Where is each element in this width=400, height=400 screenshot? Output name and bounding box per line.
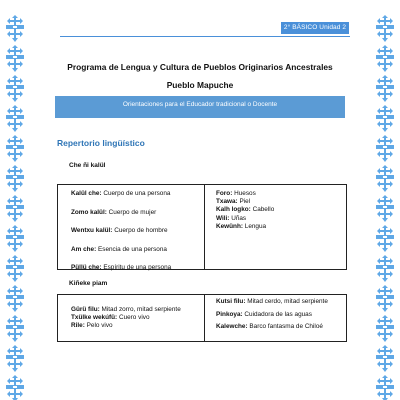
mapuche-pattern-icon <box>374 374 396 400</box>
vocabulary-column-left <box>58 185 204 269</box>
mapuche-pattern-icon <box>4 134 26 164</box>
vocabulary-entry: Pinkoya: Cuidadora de las aguas <box>216 310 312 318</box>
vocabulary-entry: Zomo kalül: Cuerpo de mujer <box>71 208 157 216</box>
vocabulary-entry: Gürü filu: Mitad zorro, mitad serpiente <box>71 306 181 313</box>
mapuche-pattern-icon <box>4 104 26 134</box>
mapuche-pattern-icon <box>374 164 396 194</box>
vocabulary-entry: Kalh logko: Cabello <box>216 206 275 214</box>
mapuche-pattern-icon <box>374 104 396 134</box>
mapuche-pattern-icon <box>374 284 396 314</box>
mapuche-pattern-icon <box>4 344 26 374</box>
vocabulary-table-body <box>57 184 347 270</box>
header-divider <box>60 36 350 37</box>
vocabulary-entry: Rile: Pelo vivo <box>71 322 113 329</box>
group-heading-stories: Kiñeke piam <box>69 280 108 287</box>
vocabulary-entry: Kalewche: Barco fantasma de Chiloé <box>216 323 323 330</box>
mapuche-pattern-icon <box>374 134 396 164</box>
mapuche-pattern-icon <box>374 344 396 374</box>
mapuche-pattern-icon <box>4 164 26 194</box>
vocabulary-entry: Püllü che: Espíritu de una persona <box>71 264 172 271</box>
mapuche-pattern-icon <box>374 224 396 254</box>
vocabulary-entry: Foro: Huesos <box>216 190 256 197</box>
vocabulary-entry: Am che: Esencia de una persona <box>71 245 167 253</box>
vocabulary-column-right <box>204 185 346 269</box>
vocabulary-entry: Txülke wekúfü: Cuero vivo <box>71 314 150 321</box>
mapuche-pattern-icon <box>374 194 396 224</box>
orientation-banner: Orientaciones para el Educador tradicional o Docente <box>55 96 345 118</box>
vocabulary-entry: Txawa: Piel <box>216 198 251 206</box>
mapuche-pattern-icon <box>374 14 396 44</box>
mapuche-pattern-icon <box>4 374 26 400</box>
vocabulary-entry: Wili: Uñas <box>216 214 247 222</box>
mapuche-pattern-icon <box>4 14 26 44</box>
vocabulary-table-stories <box>57 294 347 342</box>
mapuche-pattern-icon <box>4 194 26 224</box>
page-subtitle: Pueblo Mapuche <box>166 80 234 90</box>
vocabulary-entry: Kalül che: Cuerpo de una persona <box>71 190 171 197</box>
mapuche-pattern-icon <box>4 284 26 314</box>
section-title: Repertorio lingüístico <box>57 138 145 148</box>
mapuche-pattern-icon <box>374 254 396 284</box>
vocabulary-entry: Wentxu kalül: Cuerpo de hombre <box>71 227 168 234</box>
mapuche-pattern-icon <box>4 224 26 254</box>
vocabulary-entry: Kewünh: Lengua <box>216 222 267 230</box>
group-heading-body: Che ñi kalül <box>69 162 106 169</box>
vocabulary-entry: Kutsi filu: Mitad cerdo, mitad serpiente <box>216 298 328 305</box>
grade-badge: 2° BÁSICO Unidad 2 <box>281 22 349 34</box>
vocabulary-column-right <box>204 295 346 341</box>
mapuche-pattern-icon <box>374 314 396 344</box>
mapuche-pattern-icon <box>4 254 26 284</box>
mapuche-pattern-icon <box>4 314 26 344</box>
page-title: Programa de Lengua y Cultura de Pueblos Originarios Ancestrales <box>67 62 333 72</box>
vocabulary-column-left <box>58 295 204 341</box>
